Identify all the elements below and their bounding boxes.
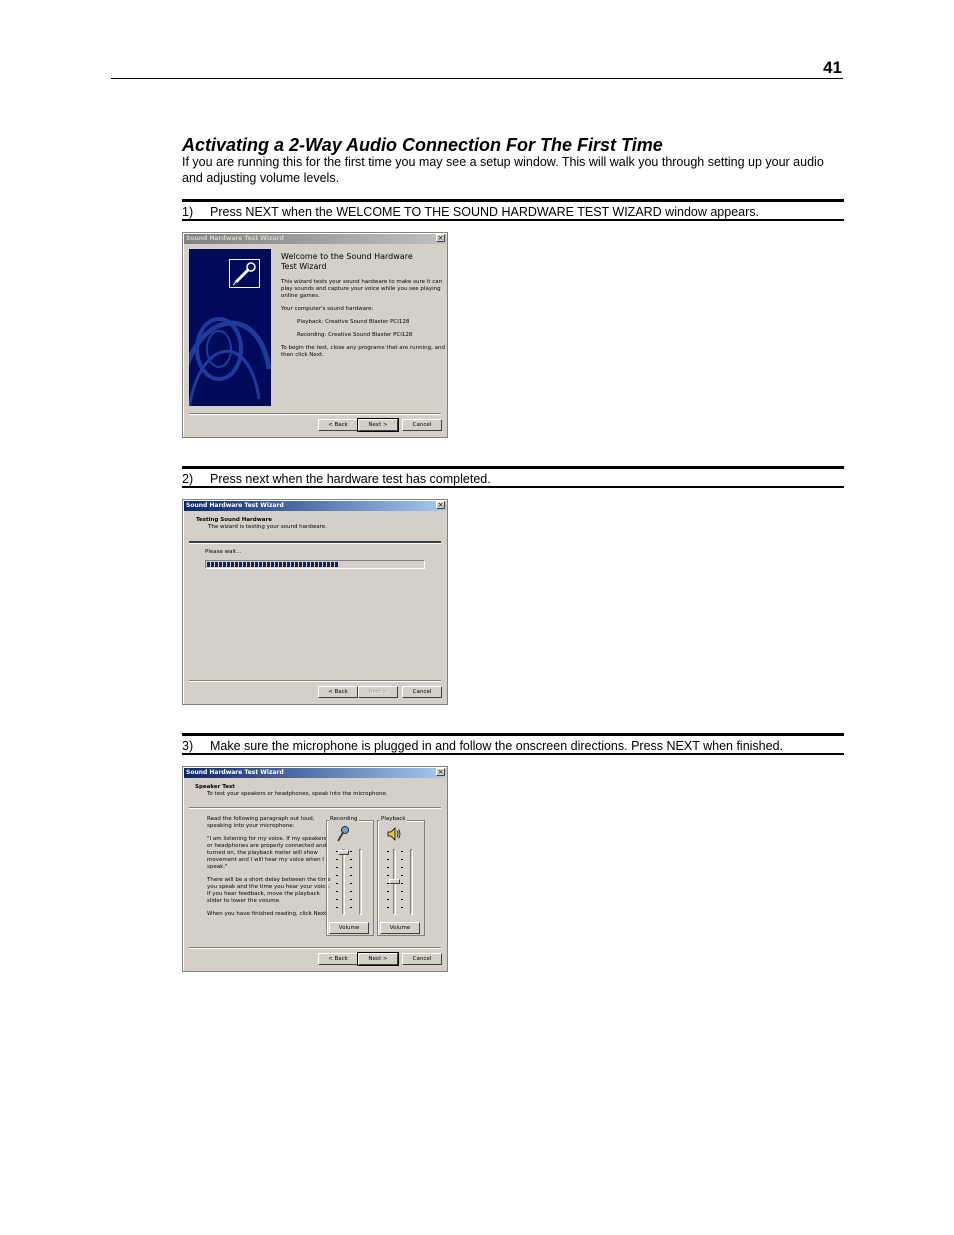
dialog-titlebar	[184, 768, 446, 778]
progress-bar	[205, 560, 425, 569]
speaker-test-dialog-screenshot	[182, 766, 448, 972]
playback-meter-right	[401, 851, 403, 913]
wizard-header	[184, 511, 446, 544]
testing-heading: Testing Sound Hardware	[196, 517, 272, 523]
header-separator	[189, 541, 441, 544]
step-text: Make sure the microphone is plugged in and follow the onscreen directions. Press NEXT when finished.	[210, 739, 783, 753]
instruction-2d: movement and I will hear my voice when I	[207, 857, 324, 863]
instruction-3d: slider to lower the volume.	[207, 898, 281, 904]
playback-level-track	[410, 849, 413, 915]
testing-dialog-screenshot	[182, 499, 448, 705]
microphone-icon	[334, 825, 350, 843]
welcome-dialog-screenshot	[182, 232, 448, 438]
welcome-body-2: play sounds and capture your voice while you see playing	[281, 286, 441, 292]
welcome-heading-line-2: Test Wizard	[281, 262, 327, 271]
recording-group-label: Recording	[330, 816, 358, 822]
page-number: 41	[823, 58, 842, 77]
welcome-heading	[281, 252, 413, 272]
wizard-banner	[189, 249, 271, 406]
playback-device: Playback: Creative Sound Blaster PCI128	[297, 319, 410, 325]
recording-device: Recording: Creative Sound Blaster PCI128	[297, 332, 413, 338]
recording-level-track	[359, 849, 362, 915]
step-2-band	[182, 466, 844, 488]
instruction-2e: speak."	[207, 864, 228, 870]
instruction-1a: Read the following paragraph out loud,	[207, 816, 315, 822]
playback-slider-thumb[interactable]	[389, 879, 400, 884]
welcome-body-3: online games.	[281, 293, 320, 299]
speaker-test-heading: Speaker Test	[195, 784, 235, 790]
progress-fill	[207, 562, 338, 567]
close-button[interactable]: ×	[437, 768, 444, 776]
close-button[interactable]: ×	[437, 234, 444, 242]
recording-volume-slider[interactable]	[342, 849, 345, 915]
next-button[interactable]: Next >	[358, 686, 398, 698]
cancel-button[interactable]: Cancel	[402, 953, 442, 965]
dialog-title: Sound Hardware Test Wizard	[186, 769, 284, 776]
cancel-button[interactable]: Cancel	[402, 686, 442, 698]
step-text: Press NEXT when the WELCOME TO THE SOUND HARDWARE TEST WIZARD window appears.	[210, 205, 759, 219]
begin-instructions-2: then click Next.	[281, 352, 324, 358]
section-title: Activating a 2-Way Audio Connection For The First Time	[182, 135, 663, 155]
recording-meter-right	[350, 851, 352, 913]
back-button[interactable]: < Back	[318, 686, 358, 698]
welcome-heading-line-1: Welcome to the Sound Hardware	[281, 252, 413, 261]
instruction-2a: "I am listening for my voice. If my speakers	[207, 836, 327, 842]
recording-meter	[336, 851, 338, 913]
instruction-3a: There will be a short delay between the time	[207, 877, 331, 883]
cancel-button[interactable]: Cancel	[402, 419, 442, 431]
button-separator	[189, 680, 441, 682]
header-rule	[111, 78, 843, 79]
step-1-band	[182, 199, 844, 221]
speaker-icon	[386, 825, 402, 843]
step-number: 2)	[182, 472, 194, 486]
instruction-1b: speaking into your microphone:	[207, 823, 295, 829]
step-number: 3)	[182, 739, 194, 753]
speaker-test-subheading: To test your speakers or headphones, speak into the microphone.	[207, 791, 388, 797]
dialog-title: Sound Hardware Test Wizard	[186, 502, 284, 509]
recording-slider-thumb[interactable]	[338, 850, 349, 855]
instruction-2b: or headphones are properly connected and	[207, 843, 327, 849]
intro-paragraph: If you are running this for the first time you may see a setup window. This will walk you through setting up your audio and adjusting volume levels.	[182, 155, 824, 185]
playback-group-label: Playback	[381, 816, 406, 822]
button-separator	[189, 947, 441, 949]
dialog-titlebar	[184, 234, 446, 244]
instruction-4: When you have finished reading, click Next.	[207, 911, 329, 917]
instruction-3c: If you hear feedback, move the playback	[207, 891, 320, 897]
please-wait-label: Please wait...	[205, 549, 242, 555]
microphone-icon	[229, 259, 260, 288]
dialog-title: Sound Hardware Test Wizard	[186, 235, 284, 242]
testing-subheading: The wizard is testing your sound hardware.	[208, 524, 327, 530]
hardware-label: Your computer's sound hardware:	[281, 306, 374, 312]
next-button[interactable]: Next >	[358, 953, 398, 965]
close-button[interactable]: ×	[437, 501, 444, 509]
welcome-body-1: This wizard tests your sound hardware to make sure it can	[281, 279, 443, 285]
instruction-3b: you speak and the time you hear your voice.	[207, 884, 331, 890]
step-3-band	[182, 733, 844, 755]
step-number: 1)	[182, 205, 194, 219]
instruction-2c: turned on, the playback meter will show	[207, 850, 318, 856]
next-button[interactable]: Next >	[358, 419, 398, 431]
step-text: Press next when the hardware test has completed.	[210, 472, 491, 486]
recording-volume-button[interactable]: Volume	[329, 922, 369, 934]
button-separator	[189, 413, 441, 415]
dialog-titlebar	[184, 501, 446, 511]
begin-instructions-1: To begin the test, close any programs that are running, and	[281, 345, 445, 351]
header-separator	[189, 807, 441, 809]
back-button[interactable]: < Back	[318, 419, 358, 431]
playback-volume-button[interactable]: Volume	[380, 922, 420, 934]
back-button[interactable]: < Back	[318, 953, 358, 965]
